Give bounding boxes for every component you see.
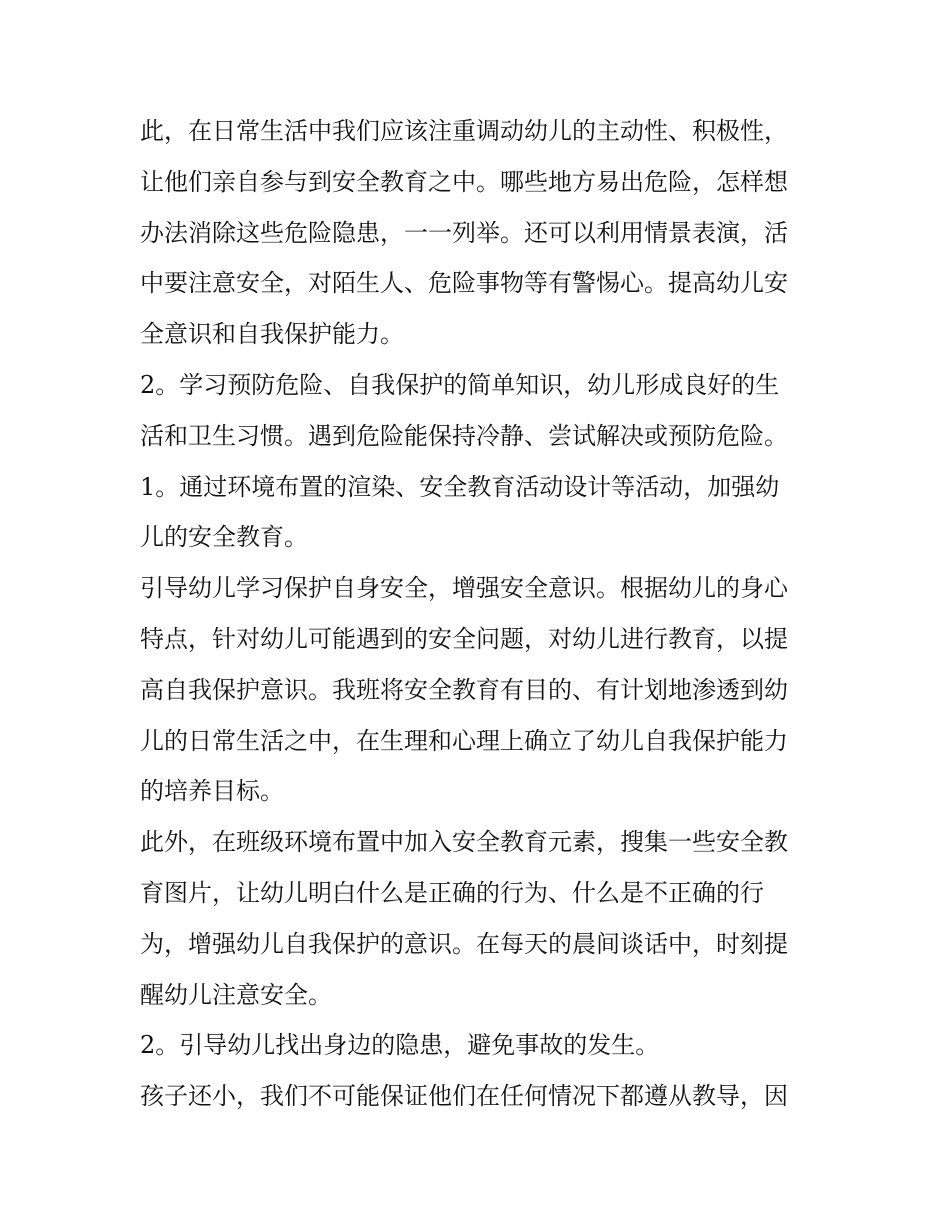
text-line: 此外，在班级环境布置中加入安全教育元素，搜集一些安全教 <box>140 828 788 857</box>
text-line: 2。学习预防危险、自我保护的简单知识，幼儿形成良好的生 <box>140 370 780 399</box>
text-line: 高自我保护意识。我班将安全教育有目的、有计划地渗透到幼 <box>140 675 788 704</box>
text-line: 1。通过环境布置的渲染、安全教育活动设计等活动，加强幼 <box>140 472 780 501</box>
text-line: 活和卫生习惯。遇到危险能保持冷静、尝试解决或预防危险。 <box>140 421 788 450</box>
text-line: 育图片，让幼儿明白什么是正确的行为、什么是不正确的行 <box>140 878 764 907</box>
text-line: 中要注意安全，对陌生人、危险事物等有警惕心。提高幼儿安 <box>140 269 788 298</box>
text-line: 儿的安全教育。 <box>140 523 308 552</box>
text-line: 为，增强幼儿自我保护的意识。在每天的晨间谈话中，时刻提 <box>140 929 788 958</box>
text-line: 的培养目标。 <box>140 777 284 806</box>
text-line: 孩子还小，我们不可能保证他们在任何情况下都遵从教导，因 <box>140 1082 788 1111</box>
text-line: 此，在日常生活中我们应该注重调动幼儿的主动性、积极性， <box>140 117 788 145</box>
text-line: 醒幼儿注意安全。 <box>140 980 332 1009</box>
text-line: 儿的日常生活之中，在生理和心理上确立了幼儿自我保护能力 <box>140 726 788 755</box>
text-line: 引导幼儿学习保护自身安全，增强安全意识。根据幼儿的身心 <box>140 574 788 603</box>
text-line: 让他们亲自参与到安全教育之中。哪些地方易出危险，怎样想 <box>140 167 788 196</box>
text-line: 办法消除这些危险隐患，一一列举。还可以利用情景表演，活 <box>140 218 788 247</box>
text-line: 2。引导幼儿找出身边的隐患，避免事故的发生。 <box>140 1031 660 1060</box>
document-body <box>140 106 820 1122</box>
text-line: 特点，针对幼儿可能遇到的安全问题，对幼儿进行教育，以提 <box>140 624 788 653</box>
text-line: 全意识和自我保护能力。 <box>140 320 404 349</box>
